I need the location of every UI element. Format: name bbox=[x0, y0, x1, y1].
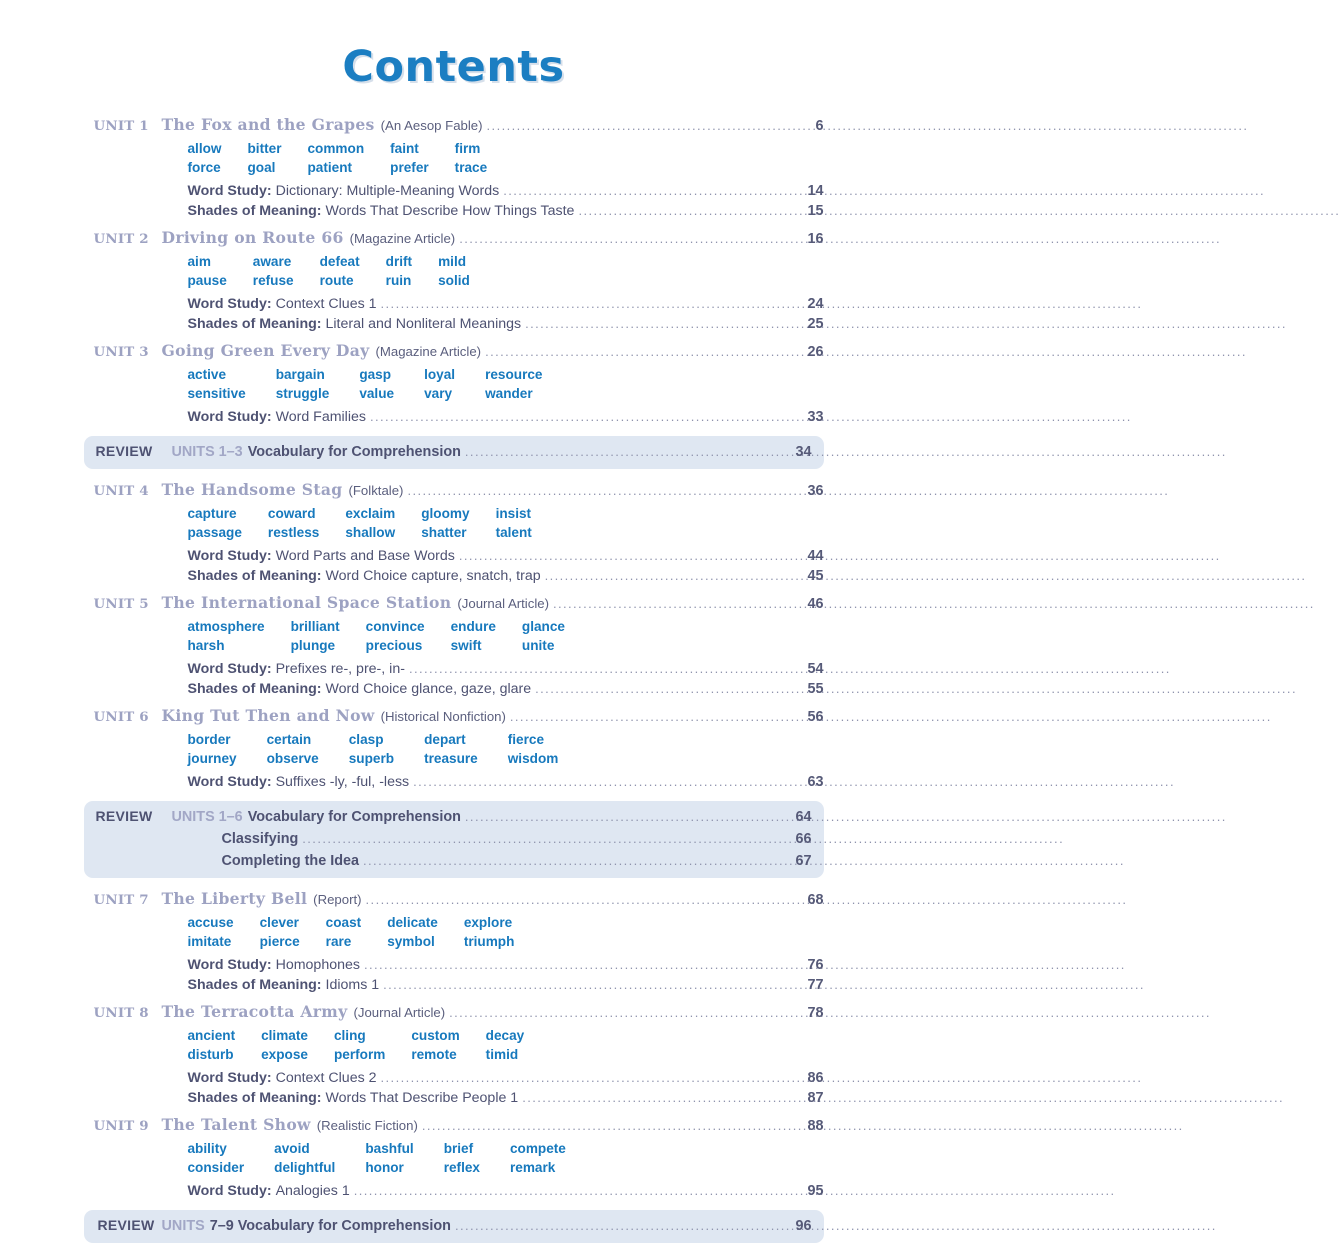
page-number: 33 bbox=[807, 409, 824, 425]
unit-block-1 bbox=[84, 114, 824, 221]
study-text-italic: re-, pre-, in- bbox=[330, 661, 405, 677]
unit-entry[interactable] bbox=[84, 1001, 824, 1024]
unit-block-3 bbox=[84, 340, 824, 427]
vocabulary-word: delightful bbox=[274, 1160, 336, 1175]
unit-entry[interactable] bbox=[84, 340, 824, 363]
unit-label: UNIT 2 bbox=[93, 231, 149, 247]
page-number: 66 bbox=[795, 831, 812, 847]
vocabulary-word: wander bbox=[485, 386, 533, 401]
study-label: Word Study: bbox=[187, 183, 272, 199]
dot-leader bbox=[459, 546, 794, 566]
dot-leader bbox=[383, 975, 793, 995]
vocabulary-word: precious bbox=[365, 638, 423, 653]
page-number: 25 bbox=[807, 316, 824, 332]
unit-label: UNIT 9 bbox=[93, 1118, 149, 1134]
study-text: Literal and Nonliteral Meanings bbox=[325, 316, 522, 332]
study-label: Shades of Meaning: bbox=[187, 203, 322, 219]
vocabulary-word: solid bbox=[438, 273, 470, 288]
vocabulary-word: ruin bbox=[385, 273, 412, 288]
vocabulary-word: imitate bbox=[187, 934, 232, 949]
vocabulary-word: journey bbox=[187, 751, 237, 766]
vocabulary-word: aware bbox=[252, 254, 292, 269]
vocabulary-word: allow bbox=[187, 141, 222, 156]
page-number: 56 bbox=[807, 709, 824, 725]
table-of-contents bbox=[84, 114, 824, 1243]
dot-leader bbox=[525, 314, 793, 334]
vocabulary-word: bitter bbox=[247, 141, 282, 156]
unit-genre: (Realistic Fiction) bbox=[316, 1118, 418, 1133]
page-number: 14 bbox=[807, 183, 824, 199]
dot-leader bbox=[510, 706, 794, 727]
vocabulary-word: pause bbox=[187, 273, 227, 288]
study-text: Word Choice bbox=[325, 568, 408, 584]
unit-genre: (Historical Nonfiction) bbox=[380, 709, 506, 724]
study-line[interactable] bbox=[84, 659, 824, 679]
dot-leader bbox=[553, 593, 794, 614]
review-label: REVIEW bbox=[97, 1217, 155, 1233]
vocabulary-word: goal bbox=[247, 160, 276, 175]
vocabulary-word: timid bbox=[485, 1047, 519, 1062]
page-number: 16 bbox=[807, 231, 824, 247]
vocabulary-word: rare bbox=[325, 934, 352, 949]
study-label: Word Study: bbox=[187, 774, 272, 790]
review-units: UNITS bbox=[161, 1218, 205, 1234]
vocabulary-word-list bbox=[84, 253, 824, 290]
page-number: 44 bbox=[807, 548, 824, 564]
study-text: Idioms 1 bbox=[325, 977, 380, 993]
vocabulary-word: delicate bbox=[387, 915, 438, 930]
vocabulary-word: value bbox=[359, 386, 395, 401]
vocabulary-word: drift bbox=[385, 254, 413, 269]
vocabulary-word: clasp bbox=[348, 732, 384, 747]
unit-entry[interactable] bbox=[84, 888, 824, 911]
dot-leader bbox=[354, 1181, 794, 1201]
unit-title: Going Green Every Day bbox=[161, 341, 370, 360]
page-number: 24 bbox=[807, 296, 824, 312]
vocabulary-word: custom bbox=[411, 1028, 460, 1043]
review-text: Classifying bbox=[221, 831, 299, 847]
study-text: Dictionary: Multiple-Meaning Words bbox=[275, 183, 500, 199]
vocabulary-word: capture bbox=[187, 506, 237, 521]
review-text: Vocabulary for Comprehension bbox=[247, 809, 461, 825]
vocabulary-word: brief bbox=[443, 1141, 474, 1156]
vocabulary-word: consider bbox=[187, 1160, 245, 1175]
vocabulary-word: mild bbox=[438, 254, 467, 269]
study-text: Suffixes bbox=[275, 774, 326, 790]
vocabulary-word: convince bbox=[365, 619, 425, 634]
vocabulary-word: shallow bbox=[345, 525, 396, 540]
unit-entry[interactable] bbox=[84, 227, 824, 250]
unit-label: UNIT 7 bbox=[93, 892, 149, 908]
vocabulary-word: common bbox=[307, 141, 365, 156]
study-text: Word Choice bbox=[325, 681, 408, 697]
study-line[interactable] bbox=[84, 546, 824, 566]
vocabulary-word: endure bbox=[450, 619, 496, 634]
review-text: Vocabulary for Comprehension bbox=[247, 444, 461, 460]
vocabulary-word-list bbox=[84, 140, 824, 177]
unit-block-9 bbox=[84, 1114, 824, 1201]
vocabulary-word: fierce bbox=[507, 732, 545, 747]
study-line[interactable] bbox=[84, 407, 824, 427]
review-units: UNITS 1–3 bbox=[171, 444, 243, 460]
vocabulary-word: border bbox=[187, 732, 231, 747]
dot-leader bbox=[364, 955, 794, 975]
review-row bbox=[96, 828, 812, 850]
vocabulary-word: route bbox=[319, 273, 354, 288]
vocabulary-word: ancient bbox=[187, 1028, 236, 1043]
vocabulary-word: pierce bbox=[259, 934, 300, 949]
study-label: Shades of Meaning: bbox=[187, 1090, 322, 1106]
page-number: 45 bbox=[807, 568, 824, 584]
study-label: Word Study: bbox=[187, 1070, 272, 1086]
vocabulary-word: clever bbox=[259, 915, 299, 930]
vocabulary-word: climate bbox=[261, 1028, 308, 1043]
study-text: Word Parts and Base Words bbox=[275, 548, 455, 564]
vocabulary-word: wisdom bbox=[507, 751, 559, 766]
study-label: Word Study: bbox=[187, 1183, 272, 1199]
vocabulary-word: refuse bbox=[252, 273, 294, 288]
page-number: 26 bbox=[807, 344, 824, 360]
unit-title: Driving on Route 66 bbox=[161, 228, 344, 247]
review-units: UNITS 1–6 bbox=[171, 809, 243, 825]
study-label: Shades of Meaning: bbox=[187, 681, 322, 697]
vocabulary-word-list bbox=[84, 914, 824, 951]
vocabulary-word: plunge bbox=[290, 638, 336, 653]
page-number: 55 bbox=[807, 681, 824, 697]
page-number: 86 bbox=[807, 1070, 824, 1086]
unit-block-6 bbox=[84, 705, 824, 792]
vocabulary-word: struggle bbox=[275, 386, 330, 401]
page-number: 63 bbox=[807, 774, 824, 790]
vocabulary-word: bashful bbox=[365, 1141, 414, 1156]
unit-entry[interactable] bbox=[84, 592, 824, 615]
unit-title: The International Space Station bbox=[161, 593, 452, 612]
study-line[interactable] bbox=[84, 201, 824, 221]
vocabulary-word-list bbox=[84, 731, 824, 768]
study-text: Words That Describe People 1 bbox=[325, 1090, 519, 1106]
study-text: Analogies 1 bbox=[275, 1183, 350, 1199]
vocabulary-word: swift bbox=[450, 638, 482, 653]
vocabulary-word: shatter bbox=[421, 525, 467, 540]
study-line[interactable] bbox=[84, 975, 824, 995]
vocabulary-word: symbol bbox=[387, 934, 435, 949]
vocabulary-word-list bbox=[84, 366, 824, 403]
study-label: Word Study: bbox=[187, 296, 272, 312]
dot-leader bbox=[465, 441, 782, 462]
dot-leader bbox=[503, 181, 793, 201]
unit-label: UNIT 8 bbox=[93, 1005, 149, 1021]
page-number: 54 bbox=[807, 661, 824, 677]
vocabulary-word-list bbox=[84, 1140, 824, 1177]
dot-leader bbox=[522, 1088, 793, 1108]
review-row bbox=[96, 806, 812, 828]
vocabulary-word: expose bbox=[261, 1047, 308, 1062]
unit-genre: (Magazine Article) bbox=[349, 231, 456, 246]
unit-entry[interactable] bbox=[84, 114, 824, 137]
page-number: 87 bbox=[807, 1090, 824, 1106]
unit-block-7 bbox=[84, 888, 824, 995]
page-number: 46 bbox=[807, 596, 824, 612]
vocabulary-word: exclaim bbox=[345, 506, 396, 521]
dot-leader bbox=[578, 201, 793, 221]
page-number: 34 bbox=[795, 444, 812, 460]
vocabulary-word: gasp bbox=[359, 367, 392, 382]
vocabulary-word-list bbox=[84, 505, 824, 542]
study-line[interactable] bbox=[84, 314, 824, 334]
study-text: Prefixes bbox=[275, 661, 327, 677]
vocabulary-word: faint bbox=[390, 141, 419, 156]
review-bar-units-7-9[interactable] bbox=[84, 1210, 824, 1243]
vocabulary-word: remote bbox=[411, 1047, 457, 1062]
study-text: Words That Describe How Things Taste bbox=[325, 203, 575, 219]
vocabulary-word: depart bbox=[424, 732, 466, 747]
study-line[interactable] bbox=[84, 294, 824, 314]
unit-label: UNIT 4 bbox=[93, 483, 149, 499]
page-number: 68 bbox=[807, 892, 824, 908]
vocabulary-word: gloomy bbox=[421, 506, 470, 521]
vocabulary-word: compete bbox=[509, 1141, 566, 1156]
review-bar-units-1-6[interactable] bbox=[84, 801, 824, 878]
vocabulary-word: disturb bbox=[187, 1047, 234, 1062]
study-label: Word Study: bbox=[187, 661, 272, 677]
unit-genre: (An Aesop Fable) bbox=[380, 118, 483, 133]
page-number: 6 bbox=[815, 118, 824, 134]
study-text: Word Families bbox=[275, 409, 366, 425]
vocabulary-word: reflex bbox=[443, 1160, 480, 1175]
vocabulary-word: certain bbox=[266, 732, 312, 747]
vocabulary-word: defeat bbox=[319, 254, 360, 269]
unit-genre: (Folktale) bbox=[348, 483, 404, 498]
dot-leader bbox=[363, 850, 781, 871]
study-label: Shades of Meaning: bbox=[187, 977, 322, 993]
dot-leader bbox=[545, 566, 794, 586]
page-number: 95 bbox=[807, 1183, 824, 1199]
page-number: 88 bbox=[807, 1118, 824, 1134]
vocabulary-word: brilliant bbox=[290, 619, 340, 634]
vocabulary-word: atmosphere bbox=[187, 619, 265, 634]
unit-block-5 bbox=[84, 592, 824, 699]
vocabulary-word: patient bbox=[307, 160, 353, 175]
study-line[interactable] bbox=[84, 679, 824, 699]
study-label: Word Study: bbox=[187, 548, 272, 564]
vocabulary-word: remark bbox=[509, 1160, 556, 1175]
unit-label: UNIT 6 bbox=[93, 709, 149, 725]
dot-leader bbox=[459, 228, 793, 249]
vocabulary-word: explore bbox=[463, 915, 513, 930]
unit-label: UNIT 5 bbox=[93, 596, 149, 612]
dot-leader bbox=[465, 806, 782, 827]
review-label: REVIEW bbox=[95, 443, 153, 459]
dot-leader bbox=[485, 341, 793, 362]
dot-leader bbox=[366, 889, 794, 910]
unit-block-8 bbox=[84, 1001, 824, 1108]
study-label: Word Study: bbox=[187, 409, 272, 425]
unit-genre: (Journal Article) bbox=[457, 596, 549, 611]
page-number: 67 bbox=[795, 853, 812, 869]
unit-genre: (Journal Article) bbox=[353, 1005, 446, 1020]
unit-title: The Terracotta Army bbox=[161, 1002, 348, 1021]
dot-leader bbox=[381, 1068, 794, 1088]
dot-leader bbox=[413, 772, 793, 792]
study-line[interactable] bbox=[84, 955, 824, 975]
study-line[interactable] bbox=[84, 566, 824, 586]
unit-title: The Talent Show bbox=[161, 1115, 311, 1134]
vocabulary-word: trace bbox=[454, 160, 488, 175]
page-number: 36 bbox=[807, 483, 824, 499]
unit-entry[interactable] bbox=[84, 1114, 824, 1137]
unit-title: The Handsome Stag bbox=[161, 480, 343, 499]
vocabulary-word: active bbox=[187, 367, 227, 382]
vocabulary-word: treasure bbox=[424, 751, 478, 766]
vocabulary-word: superb bbox=[348, 751, 395, 766]
unit-label: UNIT 3 bbox=[93, 344, 149, 360]
vocabulary-word-list bbox=[84, 618, 824, 655]
review-bar-units-1-3[interactable] bbox=[84, 436, 824, 469]
study-text: Homophones bbox=[275, 957, 360, 973]
unit-label: UNIT 1 bbox=[93, 118, 149, 134]
vocabulary-word: ability bbox=[187, 1141, 227, 1156]
vocabulary-word: honor bbox=[365, 1160, 404, 1175]
vocabulary-word: coward bbox=[267, 506, 316, 521]
vocabulary-word: resource bbox=[485, 367, 543, 382]
unit-title: The Liberty Bell bbox=[161, 889, 308, 908]
vocabulary-word: vary bbox=[424, 386, 453, 401]
vocabulary-word: aim bbox=[187, 254, 211, 269]
vocabulary-word: avoid bbox=[274, 1141, 310, 1156]
vocabulary-word: triumph bbox=[463, 934, 515, 949]
page-title: Contents bbox=[342, 42, 565, 92]
vocabulary-word: insist bbox=[495, 506, 532, 521]
unit-title: King Tut Then and Now bbox=[161, 706, 375, 725]
study-line[interactable] bbox=[84, 181, 824, 201]
vocabulary-word: observe bbox=[266, 751, 319, 766]
review-text: Completing the Idea bbox=[221, 853, 360, 869]
study-line[interactable] bbox=[84, 1068, 824, 1088]
dot-leader bbox=[381, 294, 794, 314]
study-label: Word Study: bbox=[187, 957, 272, 973]
vocabulary-word: harsh bbox=[187, 638, 225, 653]
study-text: Context Clues 1 bbox=[275, 296, 377, 312]
page-number: 77 bbox=[807, 977, 824, 993]
vocabulary-word: passage bbox=[187, 525, 242, 540]
dot-leader bbox=[449, 1002, 793, 1023]
unit-entry[interactable] bbox=[84, 479, 824, 502]
dot-leader bbox=[302, 828, 781, 849]
dot-leader bbox=[487, 115, 794, 136]
dot-leader bbox=[455, 1215, 782, 1236]
review-row bbox=[98, 1215, 812, 1237]
vocabulary-word: firm bbox=[454, 141, 481, 156]
vocabulary-word: prefer bbox=[390, 160, 429, 175]
vocabulary-word: bargain bbox=[275, 367, 325, 382]
study-label: Shades of Meaning: bbox=[187, 316, 322, 332]
unit-block-4 bbox=[84, 479, 824, 586]
review-label: REVIEW bbox=[95, 808, 153, 824]
vocabulary-word: talent bbox=[495, 525, 532, 540]
vocabulary-word: unite bbox=[521, 638, 555, 653]
study-line[interactable] bbox=[84, 1181, 824, 1201]
review-row bbox=[96, 850, 812, 872]
page-number: 96 bbox=[795, 1218, 812, 1234]
dot-leader bbox=[535, 679, 793, 699]
vocabulary-word: force bbox=[187, 160, 221, 175]
vocabulary-word: sensitive bbox=[187, 386, 246, 401]
dot-leader bbox=[409, 659, 794, 679]
study-text-italic: -ly, -ful, -less bbox=[329, 774, 410, 790]
vocabulary-word: loyal bbox=[424, 367, 456, 382]
study-text-italic: capture, snatch, trap bbox=[411, 568, 541, 584]
vocabulary-word: cling bbox=[333, 1028, 366, 1043]
vocabulary-word-list bbox=[84, 1027, 824, 1064]
unit-title: The Fox and the Grapes bbox=[161, 115, 375, 134]
vocabulary-word: restless bbox=[267, 525, 320, 540]
page-number: 78 bbox=[807, 1005, 824, 1021]
unit-block-2 bbox=[84, 227, 824, 334]
vocabulary-word: accuse bbox=[187, 915, 234, 930]
dot-leader bbox=[407, 480, 793, 501]
vocabulary-word: glance bbox=[521, 619, 565, 634]
study-text-italic: glance, gaze, glare bbox=[411, 681, 532, 697]
vocabulary-word: decay bbox=[485, 1028, 525, 1043]
study-line[interactable] bbox=[84, 772, 824, 792]
dot-leader bbox=[422, 1115, 794, 1136]
page-number: 64 bbox=[795, 809, 812, 825]
unit-genre: (Report) bbox=[313, 892, 362, 907]
vocabulary-word: coast bbox=[325, 915, 362, 930]
study-text: Context Clues 2 bbox=[275, 1070, 377, 1086]
dot-leader bbox=[370, 407, 794, 427]
page-number: 76 bbox=[807, 957, 824, 973]
review-text: 7–9 Vocabulary for Comprehension bbox=[209, 1218, 451, 1234]
unit-entry[interactable] bbox=[84, 705, 824, 728]
study-label: Shades of Meaning: bbox=[187, 568, 322, 584]
unit-genre: (Magazine Article) bbox=[375, 344, 482, 359]
review-row bbox=[96, 441, 812, 463]
vocabulary-word: perform bbox=[333, 1047, 386, 1062]
study-line[interactable] bbox=[84, 1088, 824, 1108]
page-number: 15 bbox=[807, 203, 824, 219]
